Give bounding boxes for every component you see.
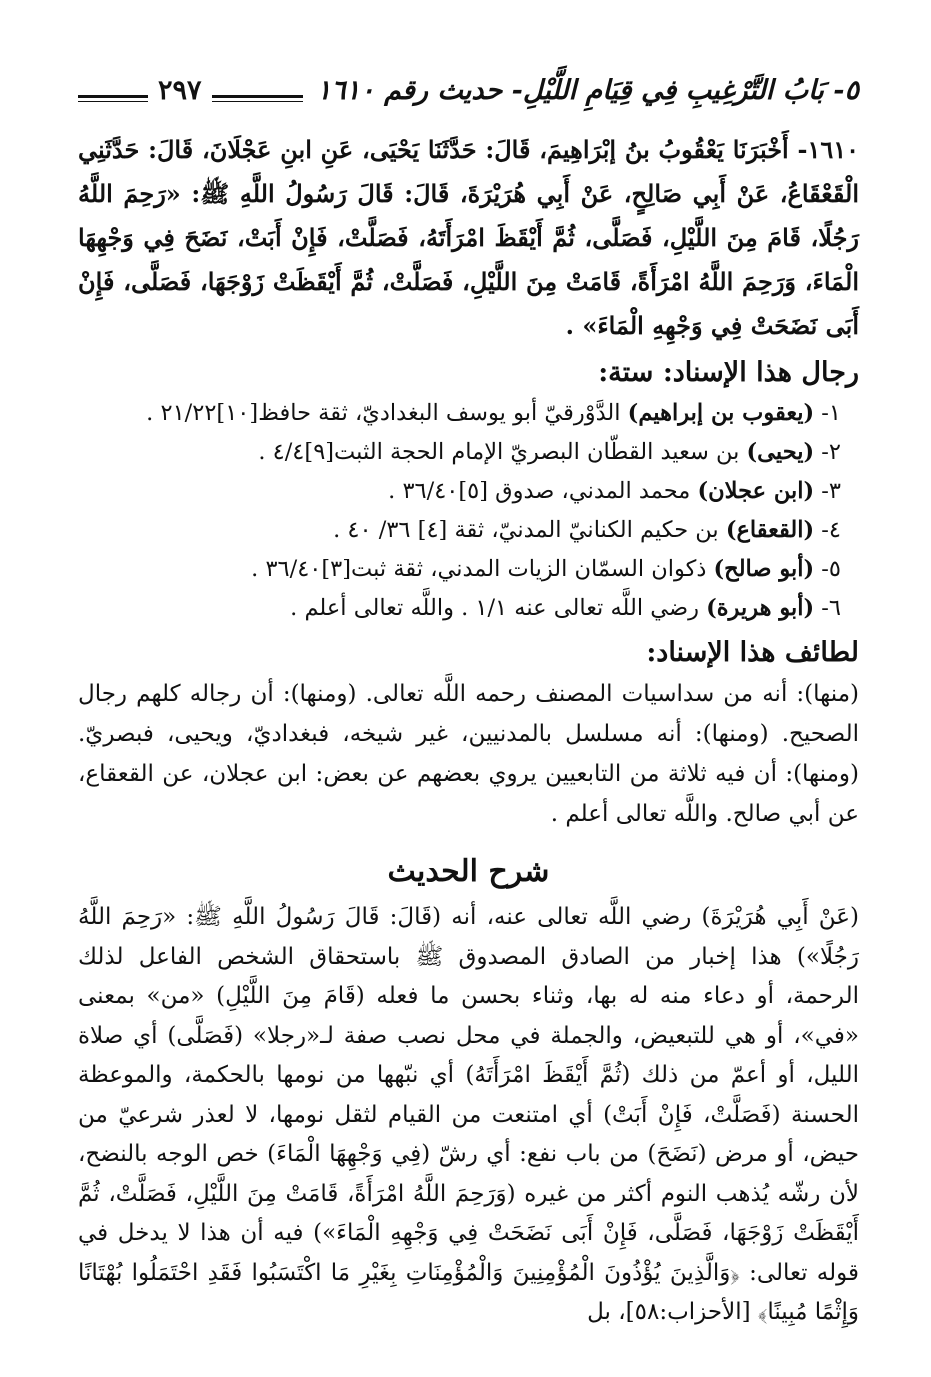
lataif-heading: لطائف هذا الإسناد: <box>646 637 859 668</box>
narrator-number: ٥- <box>821 556 841 582</box>
sharh-paragraph: (عَنْ أَبِي هُرَيْرَةَ) رضي اللَّه تعالى عنه، أنه (قَالَ: قَالَ رَسُولُ اللَّهِ ﷺ: «رَحِمَ اللَّهُ رَجُلًا») هذا إخبار من الصادق المصدوق ﷺ باستحقاق الشخص الفاعل لذلك الرحمة، أو دعاء منه له بها، وثناء بحسن ما فعله (قَامَ مِنَ اللَّيْلِ) «من» بمعنى «في»، أو هي للتبعيض، والجملة في محل نصب صفة لـ«رجلا» (فَصَلَّى) أي صلاة الليل، أو أعمّ من ذلك (ثُمَّ أَيْقَظَ امْرَأَتَهُ) أي نبّهها من نومها بالحكمة، والموعظة الحسنة (فَصَلَّتْ، فَإِنْ أَبَتْ) أي امتنعت من القيام لثقل نومها، لا لعذر شرعيّ من حيض، أو مرض (نَضَحَ) من باب نفع: أي رشّ (فِي وَجْهِهَا الْمَاءَ) خص الوجه بالنضح، لأن رشّه يُذهب النوم أكثر من غيره (وَرَحِمَ اللَّهُ امْرَأَةً، قَامَتْ مِنَ اللَّيْلِ، فَصَلَّتْ، ثُمَّ أَيْقَظَتْ زَوْجَهَا، فَصَلَّى، فَإِنْ أَبَى نَضَحَتْ فِي وَجْهِهِ الْمَاءَ») فيه أن هذا لا يدخل في قوله تعالى: ﴿وَالَّذِينَ يُؤْذُونَ الْمُؤْمِنِينَ وَالْمُؤْمِنَاتِ بِغَيْرِ مَا اكْتَسَبُوا فَقَدِ احْتَمَلُوا بُهْتَانًا وَإِثْمًا مُبِينًا﴾ [الأحزاب:٥٨]، بل <box>78 904 859 1325</box>
narrator-item <box>78 433 859 472</box>
narrators-heading: رجال هذا الإسناد: ستة: <box>598 357 859 388</box>
narrator-number: ٤- <box>821 517 841 543</box>
narrator-number: ٦- <box>821 595 841 621</box>
narrator-desc: ذكوان السمّان الزيات المدني، ثقة ثبت[٣]٣٦/٤٠ . <box>251 556 707 582</box>
narrator-item <box>78 472 859 511</box>
narrator-desc: الدَّوْرقيّ أبو يوسف البغداديّ، ثقة حافظ[١٠]٢١/٢٢ . <box>146 400 621 426</box>
chapter-title: ٥- بَابُ التَّرْغِيبِ فِي قِيَامِ اللَّيْلِ- حديث رقم ١٦١٠ <box>316 75 859 106</box>
narrator-item <box>78 511 859 550</box>
sharh-heading: شرح الحديث <box>387 854 550 889</box>
page-number-rule <box>78 56 148 102</box>
narrator-item <box>78 394 859 433</box>
running-header <box>78 60 859 106</box>
narrator-desc: رضي اللَّه تعالى عنه ١/١ . واللَّه تعالى أعلم . <box>290 595 699 621</box>
narrator-name: (يعقوب بن إبراهيم) <box>627 400 815 426</box>
page-number: ٢٩٧ <box>158 75 202 106</box>
narrator-item <box>78 550 859 589</box>
narrator-name: (أبو هريرة) <box>706 595 815 621</box>
narrator-name: (أبو صالح) <box>713 556 815 582</box>
narrator-number: ٢- <box>821 439 841 465</box>
narrator-name: (يحيى) <box>746 439 815 465</box>
hadith-text: ١٦١٠- أَخْبَرَنَا يَعْقُوبُ بنُ إبْرَاهِيمَ، قَالَ: حَدَّثَنَا يَحْيَى، عَنِ ابنِ عَجْلَانَ، قَالَ: حَدَّثَنِي الْقَعْقَاعُ، عَنْ أَبِي صَالِحٍ، عَنْ أَبِي هُرَيْرَةَ، قَالَ: قَالَ رَسُولُ اللَّهِ ﷺ: «رَحِمَ اللَّهُ رَجُلًا، قَامَ مِنَ اللَّيْلِ، فَصَلَّى، ثُمَّ أَيْقَظَ امْرَأَتَهُ، فَصَلَّتْ، فَإِنْ أَبَتْ، نَضَحَ فِي وَجْهِهَا الْمَاءَ، وَرَحِمَ اللَّهُ امْرَأَةً، قَامَتْ مِنَ اللَّيْلِ، فَصَلَّتْ، ثُمَّ أَيْقَظَتْ زَوْجَهَا، فَصَلَّى، فَإِنْ أَبَى نَضَحَتْ فِي وَجْهِهِ الْمَاءَ» . <box>78 135 859 340</box>
narrator-number: ٣- <box>821 478 841 504</box>
page-number-group <box>78 56 212 106</box>
narrator-desc: بن سعيد القطّان البصريّ الإمام الحجة الثبت[٩]٤/٤ . <box>258 439 740 465</box>
header-rule <box>212 56 303 102</box>
narrator-name: (القعقاع) <box>725 517 815 543</box>
narrators-list <box>78 394 859 628</box>
narrator-name: (ابن عجلان) <box>697 478 815 504</box>
lataif-paragraph: (منها): أنه من سداسيات المصنف رحمه اللَّه تعالى. (ومنها): أن رجاله كلهم رجال الصحيح. (ومنها): أنه مسلسل بالمدنيين، غير شيخه، فبغداديّ، ويحيى، فبصريّ. (ومنها): أن فيه ثلاثة من التابعيين يروي بعضهم عن بعض: ابن عجلان، عن القعقاع، عن أبي صالح. واللَّه تعالى أعلم . <box>78 681 859 827</box>
narrator-desc: محمد المدني، صدوق [٥]٣٦/٤٠ . <box>388 478 691 504</box>
narrator-number: ١- <box>821 400 841 426</box>
narrator-item <box>78 589 859 628</box>
narrator-desc: بن حكيم الكنانيّ المدنيّ، ثقة [٤] ٣٦/ ٤٠ . <box>333 517 719 543</box>
